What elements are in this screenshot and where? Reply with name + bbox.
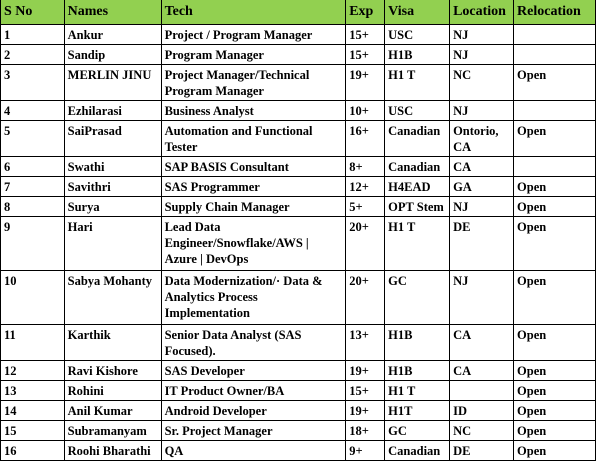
- cell-visa: H1 T: [385, 217, 450, 271]
- cell-tech: Senior Data Analyst (SAS Focused).: [161, 325, 346, 361]
- cell-relocation: [514, 157, 596, 177]
- cell-relocation: [514, 45, 596, 65]
- cell-exp: 8+: [346, 157, 385, 177]
- cell-location: NC: [450, 65, 514, 101]
- table-row: [1, 101, 596, 121]
- cell-exp: 9+: [346, 441, 385, 461]
- cell-exp: 10+: [346, 101, 385, 121]
- cell-location: [450, 381, 514, 401]
- cell-tech: SAS Developer: [161, 361, 346, 381]
- header-exp: Exp: [346, 0, 385, 25]
- table-row: [1, 177, 596, 197]
- cell-location: NJ: [450, 45, 514, 65]
- cell-location: Ontorio, CA: [450, 121, 514, 157]
- cell-sno: 5: [1, 121, 65, 157]
- table-row: [1, 65, 596, 101]
- table-row: [1, 45, 596, 65]
- table-row: [1, 401, 596, 421]
- cell-location: DE: [450, 217, 514, 271]
- cell-sno: 10: [1, 271, 65, 325]
- cell-location: CA: [450, 157, 514, 177]
- cell-tech: Sr. Project Manager: [161, 421, 346, 441]
- cell-relocation: Open: [514, 421, 596, 441]
- cell-tech: Data Modernization/· Data & Analytics Process Implementation: [161, 271, 346, 325]
- table-row: [1, 157, 596, 177]
- cell-tech: Program Manager: [161, 45, 346, 65]
- table-row: [1, 325, 596, 361]
- cell-name: Subramanyam: [64, 421, 161, 441]
- header-location: Location: [450, 0, 514, 25]
- cell-tech: SAP BASIS Consultant: [161, 157, 346, 177]
- cell-exp: 15+: [346, 45, 385, 65]
- cell-exp: 15+: [346, 381, 385, 401]
- cell-sno: 14: [1, 401, 65, 421]
- cell-name: Savithri: [64, 177, 161, 197]
- cell-location: NJ: [450, 271, 514, 325]
- cell-visa: GC: [385, 421, 450, 441]
- cell-sno: 16: [1, 441, 65, 461]
- table-row: [1, 121, 596, 157]
- cell-exp: 15+: [346, 25, 385, 45]
- table-row: [1, 197, 596, 217]
- cell-name: Ravi Kishore: [64, 361, 161, 381]
- cell-relocation: Open: [514, 121, 596, 157]
- cell-relocation: Open: [514, 361, 596, 381]
- cell-location: GA: [450, 177, 514, 197]
- cell-name: Karthik: [64, 325, 161, 361]
- cell-relocation: Open: [514, 177, 596, 197]
- cell-name: Ezhilarasi: [64, 101, 161, 121]
- table-header: [1, 0, 596, 25]
- cell-sno: 11: [1, 325, 65, 361]
- cell-relocation: [514, 25, 596, 45]
- cell-exp: 18+: [346, 421, 385, 441]
- cell-name: SaiPrasad: [64, 121, 161, 157]
- cell-tech: IT Product Owner/BA: [161, 381, 346, 401]
- cell-name: Anil Kumar: [64, 401, 161, 421]
- cell-exp: 20+: [346, 217, 385, 271]
- cell-sno: 8: [1, 197, 65, 217]
- cell-name: Surya: [64, 197, 161, 217]
- cell-sno: 7: [1, 177, 65, 197]
- cell-name: Hari: [64, 217, 161, 271]
- cell-tech: Project Manager/Technical Program Manager: [161, 65, 346, 101]
- header-visa: Visa: [385, 0, 450, 25]
- cell-visa: H1 T: [385, 381, 450, 401]
- cell-name: Sandip: [64, 45, 161, 65]
- cell-location: NJ: [450, 101, 514, 121]
- cell-name: Ankur: [64, 25, 161, 45]
- header-row: [1, 0, 596, 25]
- cell-sno: 1: [1, 25, 65, 45]
- table-row: [1, 361, 596, 381]
- cell-relocation: Open: [514, 381, 596, 401]
- header-sno: S No: [1, 0, 65, 25]
- cell-exp: 19+: [346, 401, 385, 421]
- cell-tech: Project / Program Manager: [161, 25, 346, 45]
- cell-sno: 9: [1, 217, 65, 271]
- cell-location: ID: [450, 401, 514, 421]
- cell-visa: H1 T: [385, 65, 450, 101]
- table-row: [1, 421, 596, 441]
- cell-visa: H4EAD: [385, 177, 450, 197]
- cell-visa: OPT Stem: [385, 197, 450, 217]
- cell-name: Roohi Bharathi: [64, 441, 161, 461]
- table-row: [1, 217, 596, 271]
- cell-location: NC: [450, 421, 514, 441]
- cell-sno: 13: [1, 381, 65, 401]
- header-relocation: Relocation: [514, 0, 596, 25]
- cell-exp: 16+: [346, 121, 385, 157]
- header-tech: Tech: [161, 0, 346, 25]
- cell-tech: QA: [161, 441, 346, 461]
- cell-tech: Business Analyst: [161, 101, 346, 121]
- cell-location: CA: [450, 325, 514, 361]
- table-row: [1, 441, 596, 461]
- cell-tech: Automation and Functional Tester: [161, 121, 346, 157]
- cell-sno: 4: [1, 101, 65, 121]
- cell-exp: 12+: [346, 177, 385, 197]
- cell-name: MERLIN JINU: [64, 65, 161, 101]
- cell-location: DE: [450, 441, 514, 461]
- cell-relocation: Open: [514, 217, 596, 271]
- table-row: [1, 271, 596, 325]
- cell-visa: H1B: [385, 361, 450, 381]
- cell-location: NJ: [450, 25, 514, 45]
- cell-visa: GC: [385, 271, 450, 325]
- cell-relocation: Open: [514, 325, 596, 361]
- cell-relocation: Open: [514, 197, 596, 217]
- cell-sno: 15: [1, 421, 65, 441]
- cell-relocation: [514, 101, 596, 121]
- cell-tech: Supply Chain Manager: [161, 197, 346, 217]
- cell-exp: 13+: [346, 325, 385, 361]
- table-row: [1, 25, 596, 45]
- cell-name: Rohini: [64, 381, 161, 401]
- cell-visa: H1T: [385, 401, 450, 421]
- cell-name: Sabya Mohanty: [64, 271, 161, 325]
- cell-relocation: Open: [514, 441, 596, 461]
- cell-visa: H1B: [385, 45, 450, 65]
- cell-sno: 3: [1, 65, 65, 101]
- cell-exp: 19+: [346, 361, 385, 381]
- cell-name: Swathi: [64, 157, 161, 177]
- cell-exp: 5+: [346, 197, 385, 217]
- cell-tech: SAS Programmer: [161, 177, 346, 197]
- table-row: [1, 381, 596, 401]
- header-names: Names: [64, 0, 161, 25]
- cell-location: NJ: [450, 197, 514, 217]
- cell-tech: Lead Data Engineer/Snowflake/AWS | Azure | DevOps: [161, 217, 346, 271]
- cell-visa: USC: [385, 101, 450, 121]
- cell-sno: 2: [1, 45, 65, 65]
- cell-tech: Android Developer: [161, 401, 346, 421]
- cell-visa: Canadian: [385, 157, 450, 177]
- cell-relocation: Open: [514, 271, 596, 325]
- cell-visa: H1B: [385, 325, 450, 361]
- cell-sno: 12: [1, 361, 65, 381]
- cell-location: CA: [450, 361, 514, 381]
- cell-relocation: Open: [514, 401, 596, 421]
- table-body: [1, 25, 596, 461]
- cell-sno: 6: [1, 157, 65, 177]
- cell-visa: Canadian: [385, 441, 450, 461]
- cell-visa: USC: [385, 25, 450, 45]
- cell-exp: 19+: [346, 65, 385, 101]
- cell-visa: Canadian: [385, 121, 450, 157]
- cell-exp: 20+: [346, 271, 385, 325]
- cell-relocation: Open: [514, 65, 596, 101]
